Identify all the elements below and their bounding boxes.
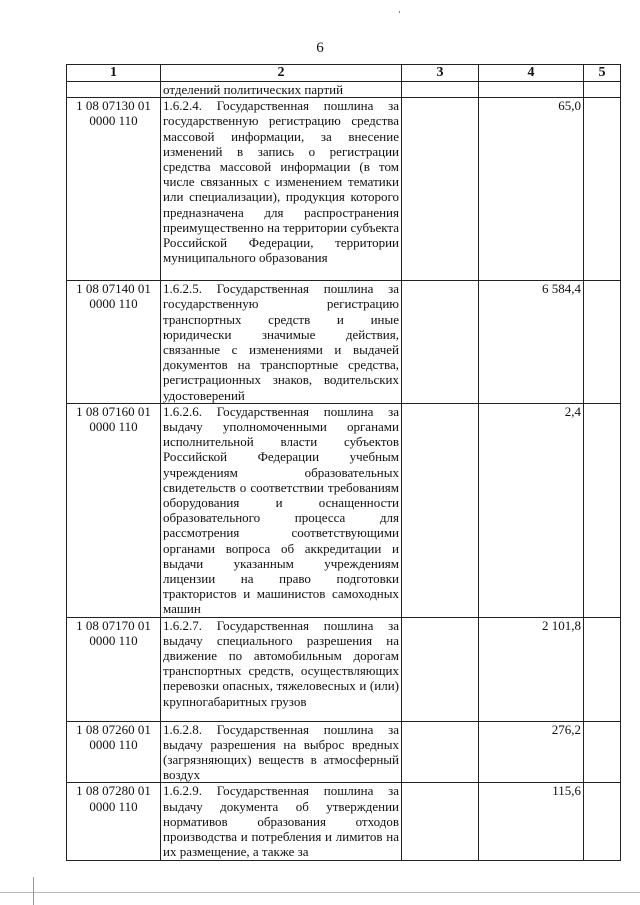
description-cell: 1.6.2.4. Государственная пошлина за государственную регистрацию средства массовой информации, за внесение изменений в запись о регистрации средства массовой информации (в том числе связанных с изменением тематики или специализации), продукция которого предназначена для распространения преимущественно на территории субъекта Российской Федерации, территории муниципального образования — [161, 98, 402, 281]
code-line: 0000 110 — [89, 113, 138, 129]
amount-cell: 2 101,8 — [479, 617, 584, 721]
code-line: 1 08 07140 01 — [76, 281, 151, 297]
code-line: 0000 110 — [89, 419, 138, 435]
empty-cell — [402, 783, 479, 860]
code-line: 0000 110 — [89, 632, 138, 648]
code-line: 1 08 07280 01 — [76, 783, 151, 799]
column-header-1: 1 — [67, 65, 161, 82]
table-row — [67, 617, 621, 721]
code-line: 1 08 07160 01 — [76, 403, 151, 419]
column-header-5: 5 — [584, 65, 621, 82]
empty-cell — [584, 617, 621, 721]
amount-cell: 115,6 — [479, 783, 584, 860]
description-cell: 1.6.2.9. Государственная пошлина за выдачу документа об утверждении нормативов образования отходов производства и потребления и лимитов на их размещение, а также за — [161, 783, 402, 860]
code-cell — [67, 281, 161, 404]
description-cell: 1.6.2.8. Государственная пошлина за выдачу разрешения на выброс вредных (загрязняющих) веществ в атмосферный воздух — [161, 721, 402, 783]
amount-cell: 276,2 — [479, 721, 584, 783]
code-cell — [67, 98, 161, 281]
code-cell — [67, 721, 161, 783]
scan-mark — [399, 11, 400, 13]
empty-cell — [402, 403, 479, 617]
amount-cell: 2,4 — [479, 403, 584, 617]
empty-cell — [402, 98, 479, 281]
empty-cell — [584, 98, 621, 281]
empty-cell — [584, 82, 621, 98]
budget-table — [66, 64, 621, 861]
empty-cell — [584, 721, 621, 783]
table-row — [67, 98, 621, 281]
code-cell — [67, 403, 161, 617]
table-row — [67, 783, 621, 860]
scan-mark — [33, 877, 34, 905]
continuation-text: отделений политических партий — [161, 82, 402, 98]
empty-cell — [479, 82, 584, 98]
code-line: 1 08 07260 01 — [76, 721, 151, 737]
empty-cell — [584, 783, 621, 860]
column-header-3: 3 — [402, 65, 479, 82]
empty-cell — [402, 721, 479, 783]
table-row-continuation — [67, 82, 621, 98]
empty-cell — [402, 281, 479, 404]
table-row — [67, 721, 621, 783]
description-cell: 1.6.2.5. Государственная пошлина за государственную регистрацию транспортных средств и иные юридически значимые действия, связанные с изменениями и выдачей документов на транспортные средства, регистрационных знаков, водительских удостоверений — [161, 281, 402, 404]
column-header-4: 4 — [479, 65, 584, 82]
table-header-row — [67, 65, 621, 82]
empty-cell — [584, 403, 621, 617]
description-cell: 1.6.2.7. Государственная пошлина за выдачу специального разрешения на движение по автомобильным дорогам транспортных средств, осуществляющих перевозки опасных, тяжеловесных и (или) крупногабаритных грузов — [161, 617, 402, 721]
code-line: 1 08 07130 01 — [76, 98, 151, 114]
page-number: 6 — [316, 40, 324, 56]
empty-cell — [402, 82, 479, 98]
scan-edge-line — [0, 892, 640, 893]
amount-cell: 6 584,4 — [479, 281, 584, 404]
code-cell — [67, 617, 161, 721]
table-row — [67, 281, 621, 404]
code-line: 0000 110 — [89, 736, 138, 752]
description-cell: 1.6.2.6. Государственная пошлина за выдачу уполномоченными органами исполнительной власти субъектов Российской Федерации учебным учреждениям образовательных свидетельств о соответствии требованиям оборудования и оснащенности образовательного процесса для рассмотрения соответствующими органами вопроса об аккредитации и выдачи указанным учреждениям лицензии на право подготовки трактористов и машинистов самоходных машин — [161, 403, 402, 617]
code-cell — [67, 783, 161, 860]
code-cell — [67, 82, 161, 98]
code-line: 0000 110 — [89, 798, 138, 814]
column-header-2: 2 — [161, 65, 402, 82]
empty-cell — [584, 281, 621, 404]
code-line: 1 08 07170 01 — [76, 617, 151, 633]
table-row — [67, 403, 621, 617]
amount-cell: 65,0 — [479, 98, 584, 281]
code-line: 0000 110 — [89, 296, 138, 312]
empty-cell — [402, 617, 479, 721]
